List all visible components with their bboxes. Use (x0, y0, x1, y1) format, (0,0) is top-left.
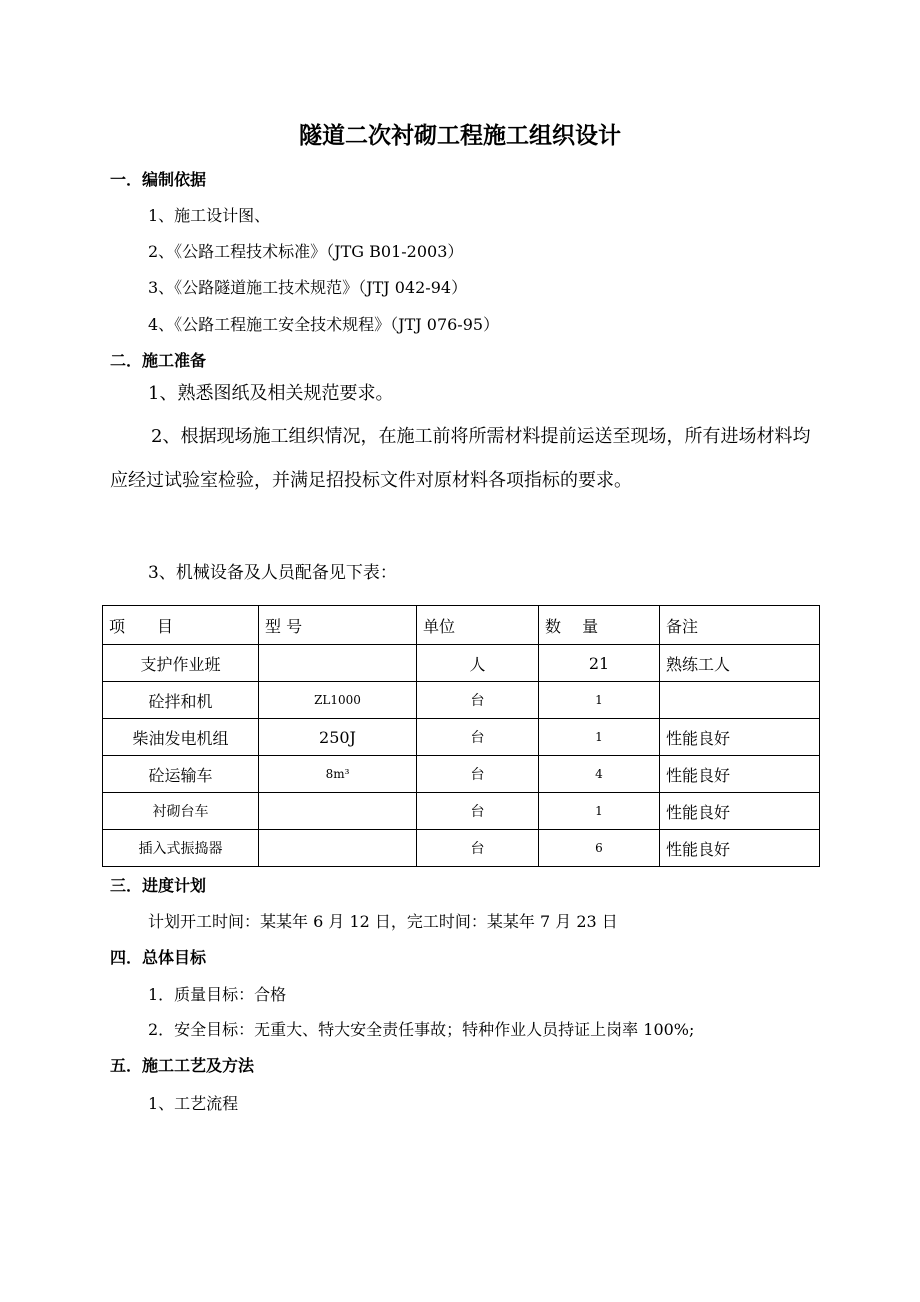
table-cell: 台 (417, 682, 539, 719)
basis-item: 4、《公路工程施工安全技术规程》（JTJ 076-95） (148, 315, 500, 334)
table-cell: 台 (417, 756, 539, 793)
goal-item: 1．质量目标：合格 (148, 985, 287, 1004)
section-heading-goals: 四．总体目标 (110, 948, 207, 967)
table-header-cell: 项 目 (103, 606, 259, 645)
table-cell: 8m³ (259, 756, 417, 793)
goal-item: 2．安全目标：无重大、特大安全责任事故；特种作业人员持证上岗率 100%; (148, 1020, 695, 1039)
table-cell: 衬砌台车 (103, 793, 259, 830)
table-cell (259, 830, 417, 867)
table-row (103, 793, 820, 830)
table-row (103, 645, 820, 682)
section-heading-methods: 五．施工工艺及方法 (110, 1056, 255, 1075)
schedule-text: 计划开工时间：某某年 6 月 12 日，完工时间：某某年 7 月 23 日 (148, 912, 618, 931)
table-cell: 21 (539, 645, 660, 682)
table-cell: 1 (539, 793, 660, 830)
table-cell (259, 645, 417, 682)
table-cell: 柴油发电机组 (103, 719, 259, 756)
table-cell: 250J (259, 719, 417, 756)
method-item: 1、工艺流程 (148, 1094, 239, 1113)
table-row (103, 682, 820, 719)
table-header-row (103, 606, 820, 645)
preparation-item: 3、机械设备及人员配备见下表： (148, 563, 397, 583)
table-row (103, 830, 820, 867)
table-cell: 性能良好 (660, 793, 820, 830)
table-header-cell: 单位 (417, 606, 539, 645)
table-header-cell: 型 号 (259, 606, 417, 645)
equipment-table (102, 605, 820, 867)
document-title: 隧道二次衬砌工程施工组织设计 (299, 123, 621, 149)
table-cell: 砼运输车 (103, 756, 259, 793)
table-cell: 支护作业班 (103, 645, 259, 682)
table-cell: 人 (417, 645, 539, 682)
section-heading-basis: 一．编制依据 (110, 170, 207, 189)
preparation-paragraph: 2、根据现场施工组织情况，在施工前将所需材料提前运送至现场，所有进场材料均应经过试验室检验，并满足招投标文件对原材料各项指标的要求。 (110, 426, 811, 491)
table-cell: 台 (417, 719, 539, 756)
table-header-cell: 数 量 (539, 606, 660, 645)
table-cell: 1 (539, 719, 660, 756)
table-cell: 台 (417, 830, 539, 867)
table-row (103, 756, 820, 793)
table-cell (259, 793, 417, 830)
table-cell: 台 (417, 793, 539, 830)
table-row (103, 719, 820, 756)
table-cell: 性能良好 (660, 719, 820, 756)
section-heading-schedule: 三．进度计划 (110, 876, 207, 895)
basis-item: 3、《公路隧道施工技术规范》（JTJ 042-94） (148, 278, 468, 297)
section-heading-preparation: 二．施工准备 (110, 351, 207, 370)
basis-item: 1、施工设计图、 (148, 206, 271, 225)
table-cell: 4 (539, 756, 660, 793)
table-cell (660, 682, 820, 719)
table-cell: 性能良好 (660, 756, 820, 793)
table-cell: 6 (539, 830, 660, 867)
table-cell: 砼拌和机 (103, 682, 259, 719)
table-cell: 熟练工人 (660, 645, 820, 682)
table-cell: ZL1000 (259, 682, 417, 719)
table-cell: 插入式振捣器 (103, 830, 259, 867)
table-cell: 性能良好 (660, 830, 820, 867)
basis-item: 2、《公路工程技术标准》（JTG B01-2003） (148, 242, 464, 261)
table-cell: 1 (539, 682, 660, 719)
preparation-item: 1、熟悉图纸及相关规范要求。 (148, 383, 394, 404)
table-header-cell: 备注 (660, 606, 820, 645)
